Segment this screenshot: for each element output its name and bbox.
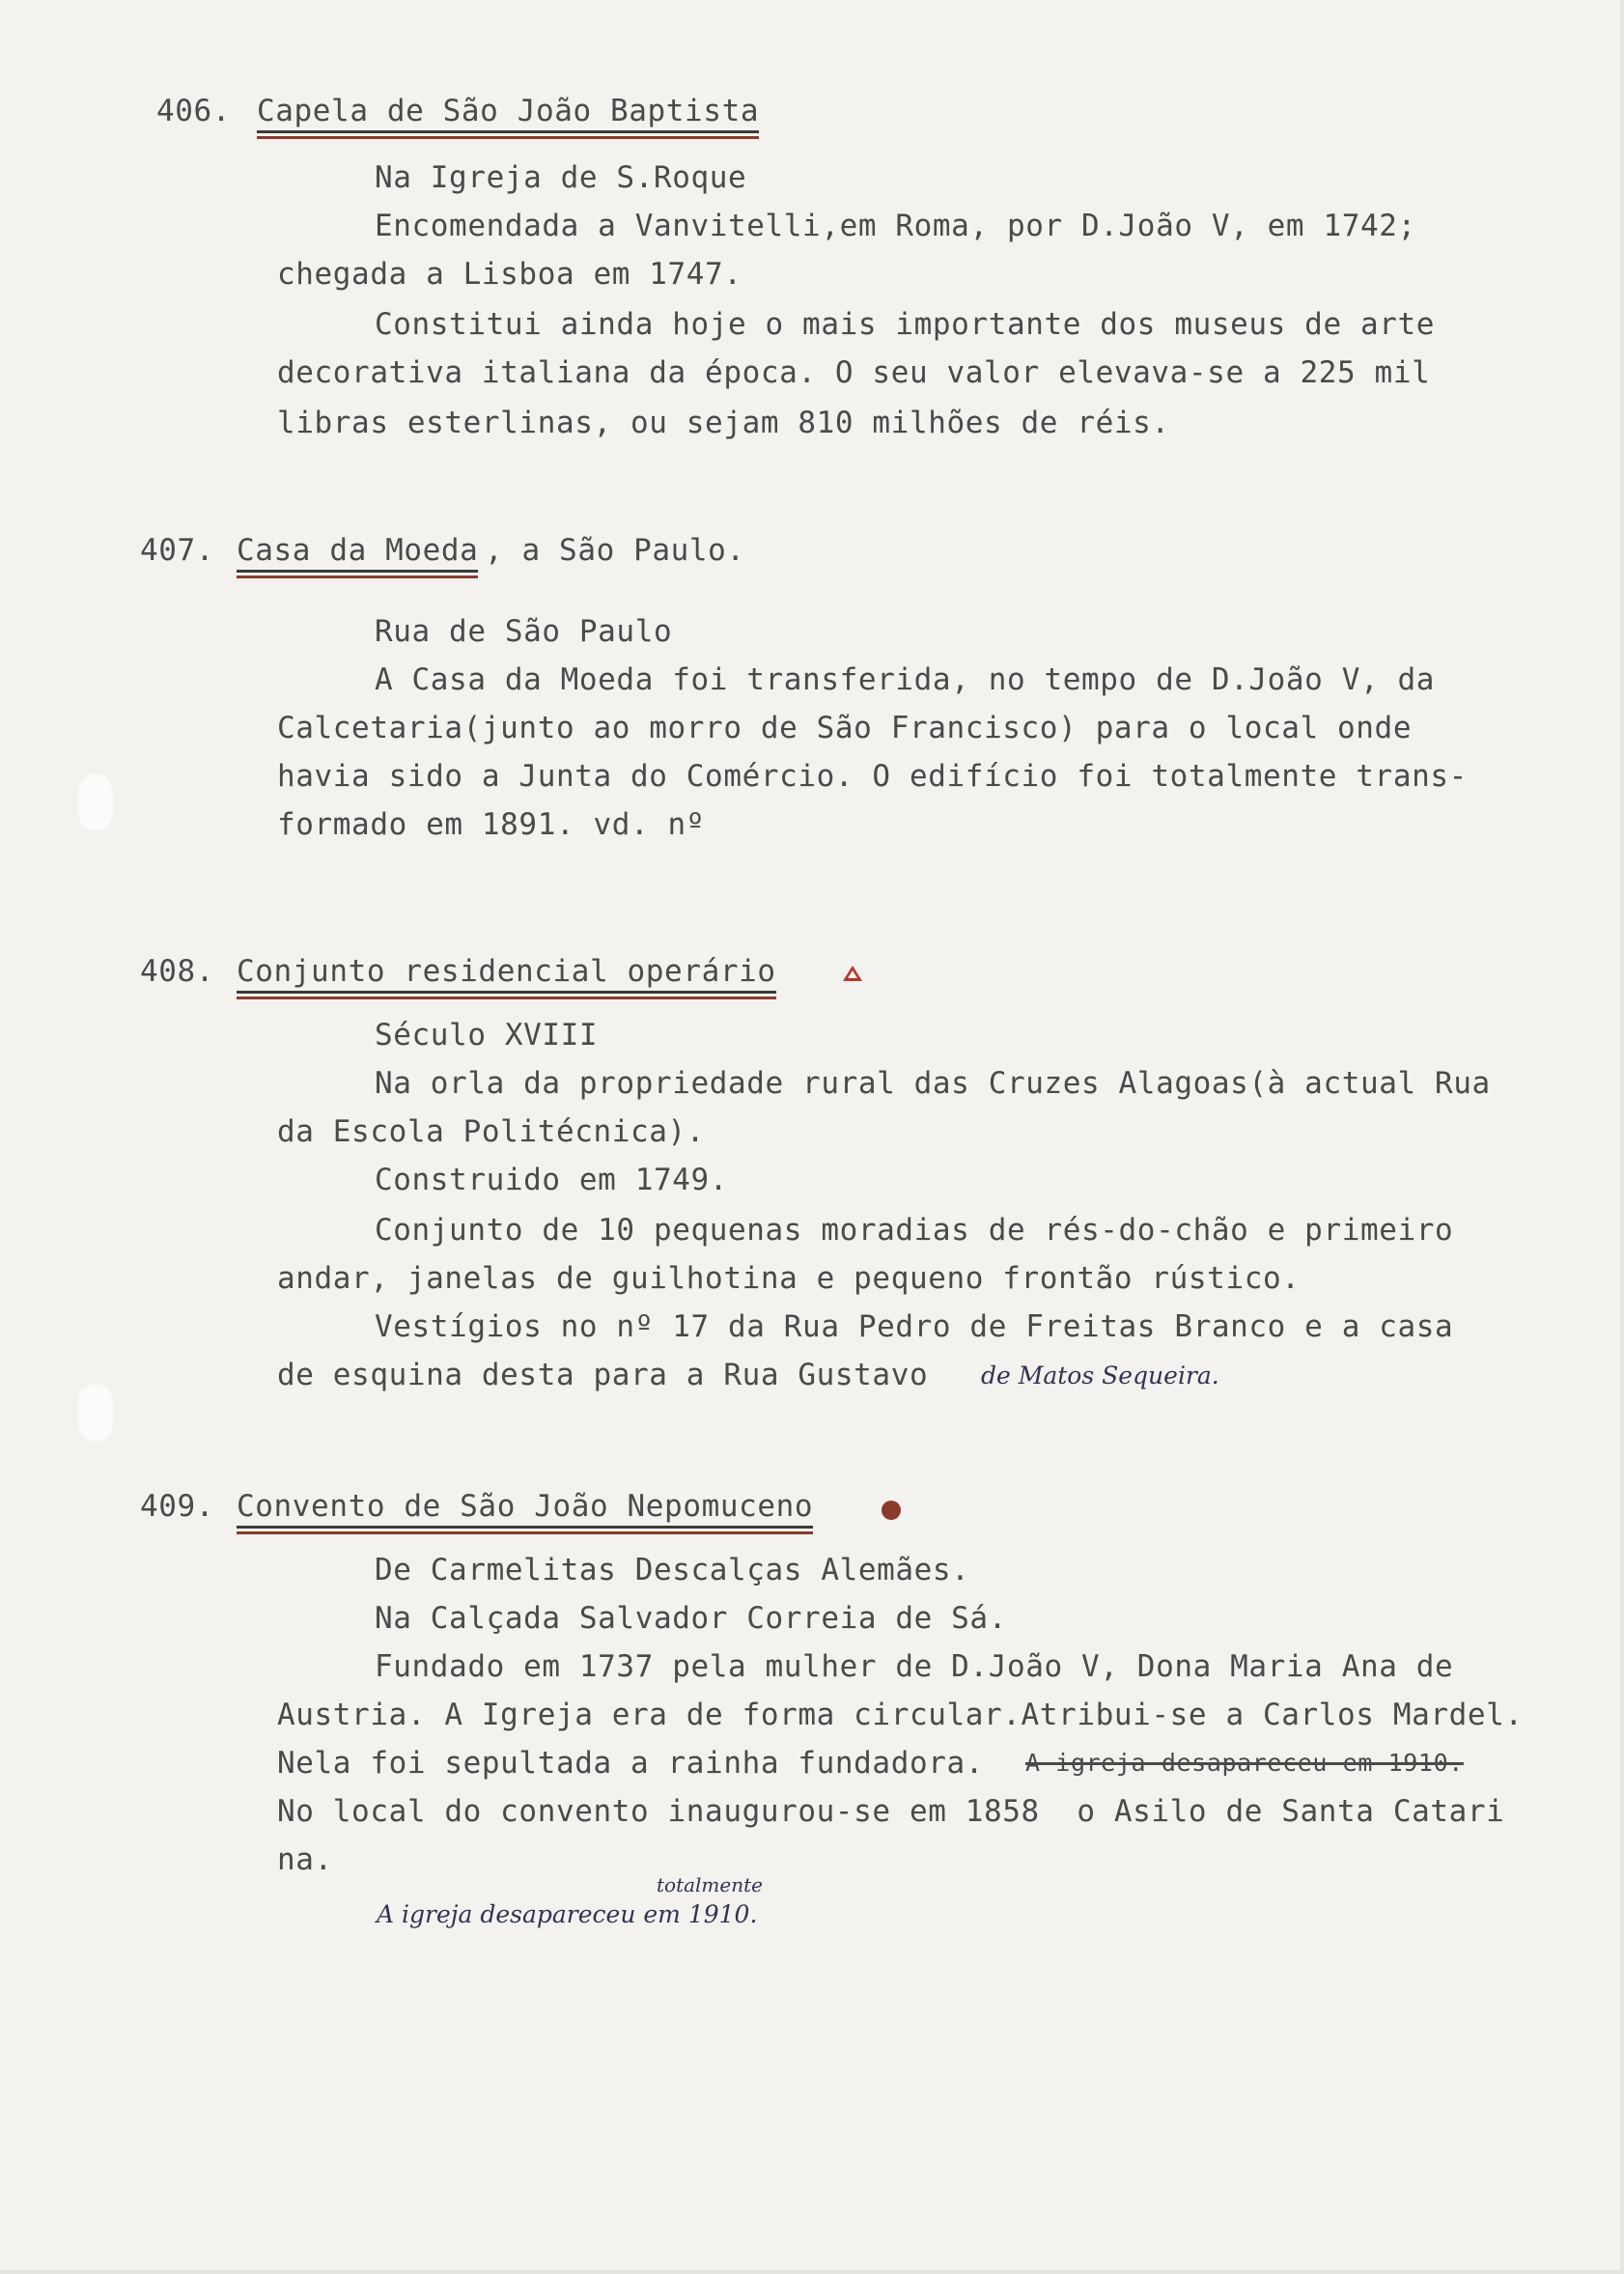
- entry-line: Na orla da propriedade rural das Cruzes Alagoas(à actual Rua: [375, 1066, 1491, 1101]
- entry-line: Na Calçada Salvador Correia de Sá.: [375, 1601, 1007, 1636]
- entry-number: 408.: [140, 954, 215, 989]
- entry-line: libras esterlinas, ou sejam 810 milhões de réis.: [277, 406, 1170, 440]
- entry-line: Na Igreja de S.Roque: [375, 160, 747, 195]
- entry-line: Rua de São Paulo: [375, 614, 673, 649]
- entry-line: Fundado em 1737 pela mulher de D.João V, Dona Maria Ana de: [375, 1649, 1454, 1684]
- entry-line: havia sido a Junta do Comércio. O edifício foi totalmente trans-: [277, 759, 1468, 794]
- entry-line: De Carmelitas Descalças Alemães.: [375, 1553, 970, 1587]
- entry-line: Encomendada a Vanvitelli,em Roma, por D.João V, em 1742;: [375, 209, 1416, 243]
- red-dot-mark: [882, 1501, 901, 1520]
- entry-line: Construido em 1749.: [375, 1163, 729, 1197]
- entry-title: Capela de São João Baptista: [257, 94, 759, 133]
- entry-number: 409.: [140, 1489, 215, 1524]
- entry-line: Austria. A Igreja era de forma circular.Atribui-se a Carlos Mardel.: [277, 1698, 1524, 1732]
- handwritten-insert: totalmente: [657, 1873, 763, 1896]
- entry-number: 407.: [140, 533, 215, 568]
- entry-line: chegada a Lisboa em 1747.: [277, 257, 742, 292]
- punch-hole-lower: [77, 1383, 114, 1443]
- entry-line: Calcetaria(junto ao morro de São Francisco) para o local onde: [277, 711, 1413, 745]
- entry-line: na.: [277, 1842, 333, 1877]
- entry-line: Constitui ainda hoje o mais importante dos museus de arte: [375, 307, 1436, 342]
- entry-line: formado em 1891. vd. nº: [277, 807, 706, 842]
- entry-line: No local do convento inaugurou-se em 1858 o Asilo de Santa Catari: [277, 1794, 1505, 1829]
- handwritten-addition: de Matos Sequeira.: [981, 1362, 1219, 1390]
- entry-line: da Escola Politécnica).: [277, 1114, 706, 1149]
- handwritten-note: A igreja desapareceu em 1910.: [377, 1900, 758, 1928]
- entry-line: de esquina desta para a Rua Gustavo: [277, 1358, 929, 1392]
- entry-line: Século XVIII: [375, 1018, 599, 1053]
- entry-title: Casa da Moeda: [237, 533, 478, 573]
- entry-line: andar, janelas de guilhotina e pequeno frontão rústico.: [277, 1261, 1301, 1296]
- entry-line: decorativa italiana da época. O seu valor elevava-se a 225 mil: [277, 355, 1431, 390]
- entry-line: Vestígios no nº 17 da Rua Pedro de Freitas Branco e a casa: [375, 1309, 1454, 1344]
- entry-line: Conjunto de 10 pequenas moradias de rés-do-chão e primeiro: [375, 1213, 1454, 1248]
- entry-title: Convento de São João Nepomuceno: [237, 1489, 813, 1529]
- struck-text: A igreja desapareceu em 1910.: [1025, 1749, 1464, 1777]
- red-triangle-mark: [843, 966, 862, 981]
- punch-hole-upper: [77, 772, 114, 832]
- entry-number: 406.: [156, 94, 232, 128]
- entry-line: Nela foi sepultada a rainha fundadora.: [277, 1746, 985, 1781]
- entry-title-suffix: , a São Paulo.: [485, 533, 745, 568]
- entry-line: A Casa da Moeda foi transferida, no tempo de D.João V, da: [375, 662, 1436, 697]
- entry-title: Conjunto residencial operário: [237, 954, 776, 994]
